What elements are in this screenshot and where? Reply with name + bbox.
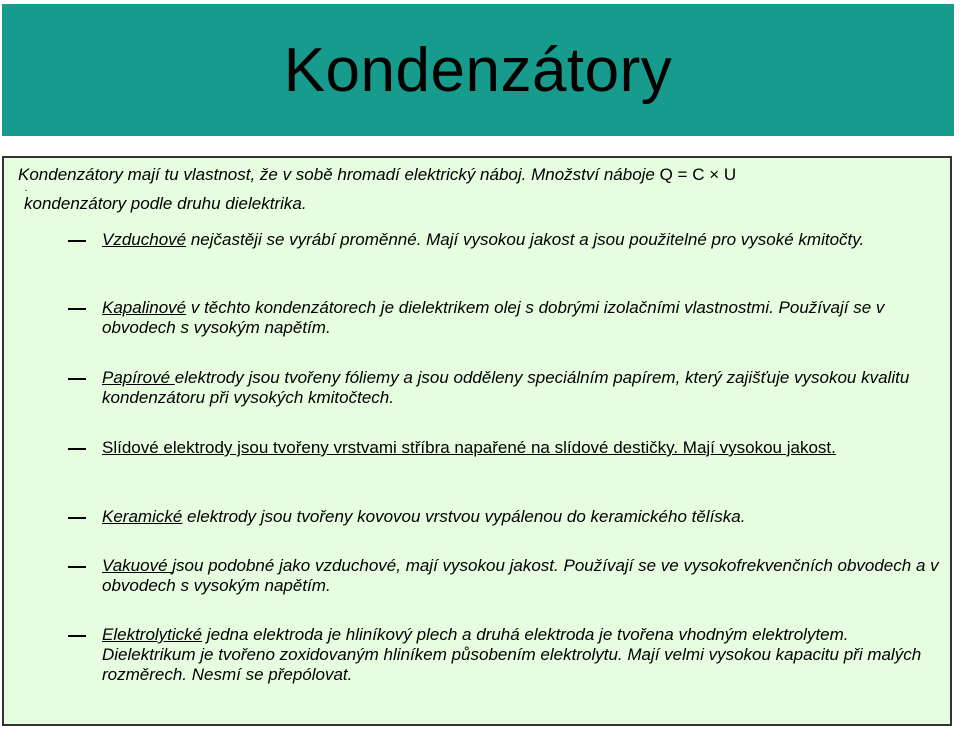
item-text: elektrody jsou tvořeny fóliemy a jsou odděleny speciálním papírem, který zajišťuje vysokou kvalitu kondenzátoru při vysokých kmitočtech. [102,368,910,407]
intro-paragraph [18,164,943,214]
item-label: Kapalinové [102,298,187,317]
item-text: elektrody jsou tvořeny vrstvami stříbra napařené na slídové destičky. Mají vysokou jakost. [158,438,836,457]
dash-bullet [68,378,86,380]
intro-line-2: kondenzátory podle druhu dielektrika. [24,194,307,213]
item-label: Elektrolytické [102,625,203,644]
item-label: Keramické [102,507,183,526]
intro-dot: . [25,183,28,194]
page-title: Kondenzátory [283,35,673,105]
dash-bullet [68,240,86,242]
item-text: jsou podobné jako vzduchové, mají vysokou jakost. Používají se ve vysokofrekvenčních obvodech a v obvodech s vysokým napětím. [102,556,939,595]
content-box [2,156,952,726]
intro-sentence: Kondenzátory mají tu vlastnost, že v sobě hromadí elektrický náboj. Množství náboje [18,165,655,184]
item-label: Vzduchové [102,230,187,249]
dash-bullet [68,448,86,450]
item-text: elektrody jsou tvořeny kovovou vrstvou vypálenou do keramického tělíska. [182,507,746,526]
item-label: Papírové [102,368,175,387]
dash-bullet [68,566,86,568]
dash-bullet [68,517,86,519]
item-text: jedna elektroda je hliníkový plech a druhá elektroda je tvořena vhodným elektrolytem. Dielektrikum je tvořeno zoxidovaným hliníkem působením elektrolytu. Mají velmi vysokou kapacitu při malých rozměrech. Nesmí se přepólovat. [102,625,922,684]
item-label: Slídové [102,438,159,457]
title-bar [2,4,954,136]
charge-formula: Q = C × U [654,165,737,184]
dash-bullet [68,635,86,637]
item-label: Vakuové [102,556,173,575]
item-text: v těchto kondenzátorech je dielektrikem olej s dobrými izolačními vlastnostmi. Používají se v obvodech s vysokým napětím. [102,298,885,337]
item-text: nejčastěji se vyrábí proměnné. Mají vysokou jakost a jsou použitelné pro vysoké kmitočty. [186,230,865,249]
dash-bullet [68,308,86,310]
